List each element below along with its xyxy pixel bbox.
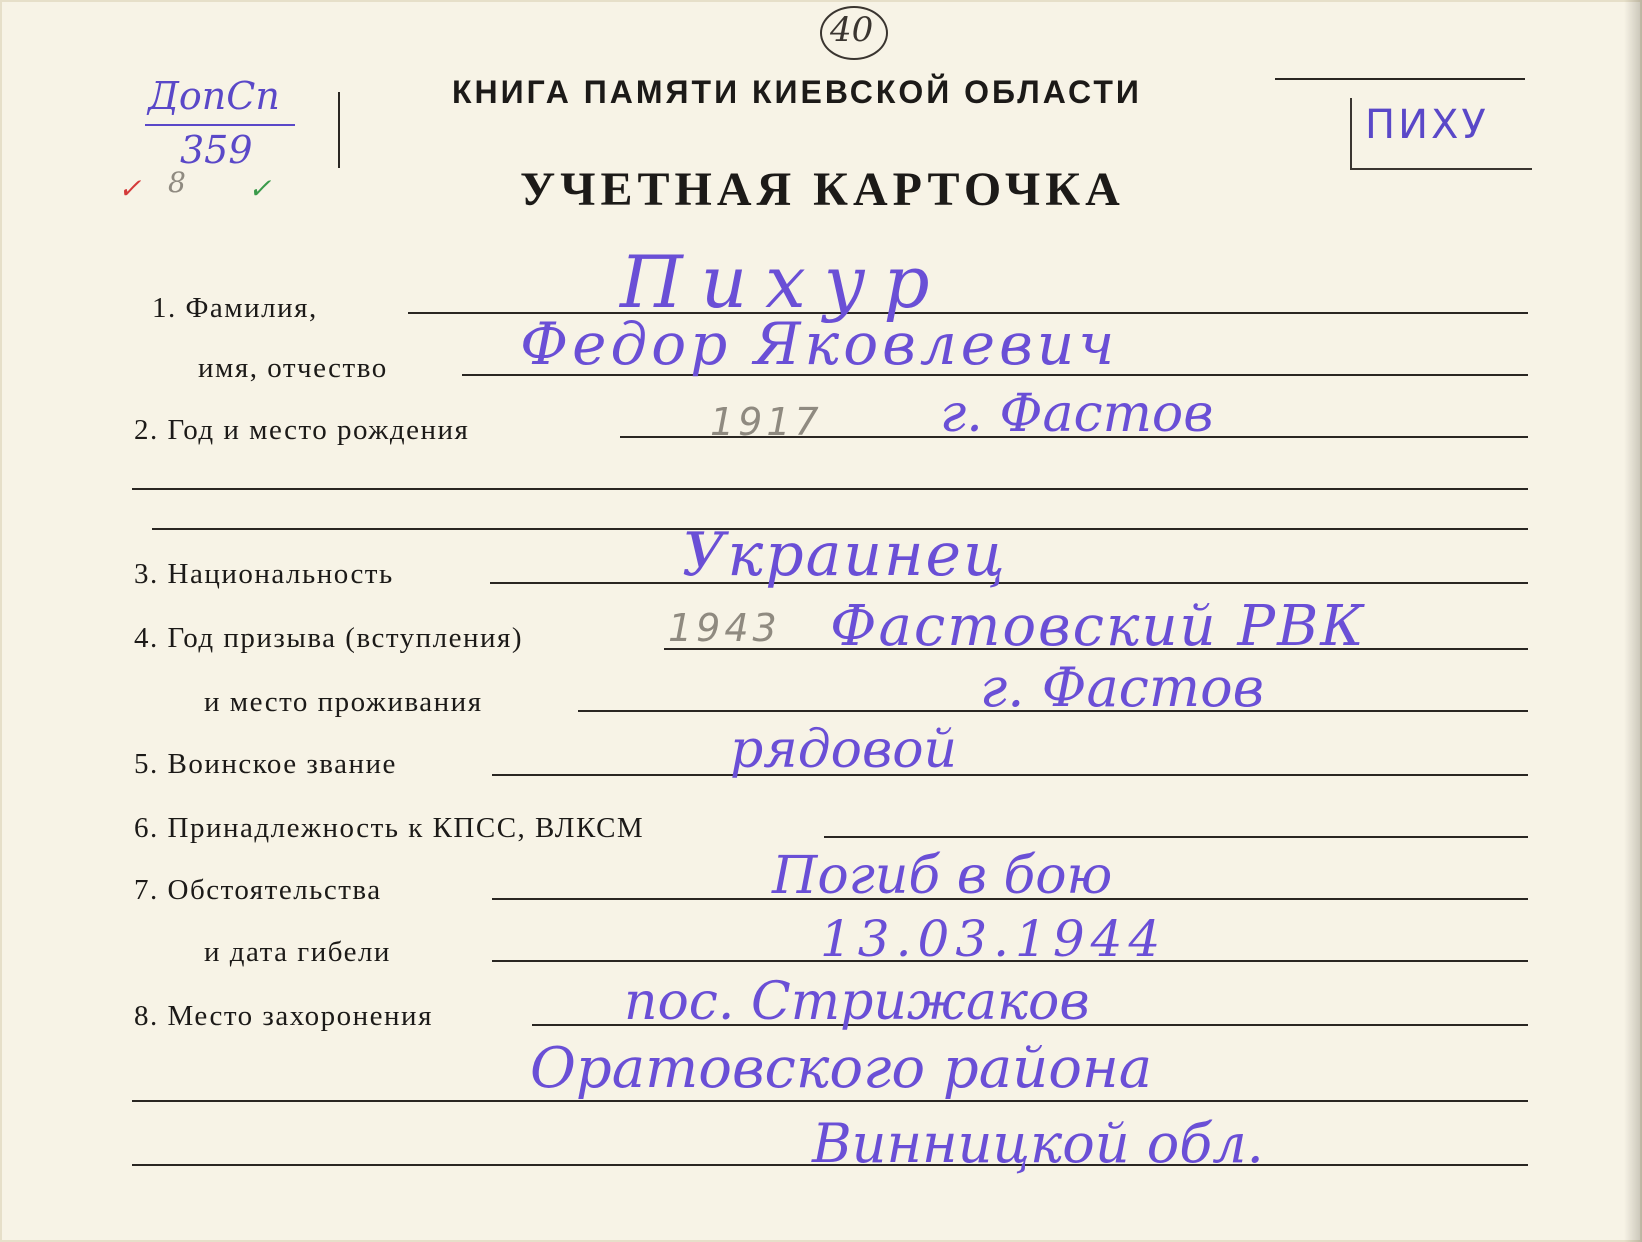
hand-name-patronymic: Федор Яковлевич — [520, 310, 1119, 378]
hand-draft-year: 1943 — [668, 606, 781, 650]
red-check-mark: ✓ — [118, 172, 142, 205]
hand-draft-office: Фастовский РВК — [830, 594, 1366, 659]
label-party: 6. Принадлежность к КПСС, ВЛКСМ — [134, 812, 645, 844]
hand-birth-year: 1917 — [710, 400, 823, 444]
label-birth: 2. Год и место рождения — [134, 414, 470, 446]
stamp-top-line — [1275, 78, 1525, 80]
label-death-date: и дата гибели — [204, 936, 391, 968]
pencil-mark: 8 — [168, 166, 186, 199]
label-circumstances: 7. Обстоятельства — [134, 874, 382, 906]
card-title: УЧЕТНАЯ КАРТОЧКА — [520, 163, 1125, 216]
archive-code-underline — [145, 124, 295, 126]
label-nationality: 3. Национальность — [134, 558, 394, 590]
surname-stamp: ПИХУ — [1365, 102, 1489, 148]
hand-surname: Пихур — [620, 240, 948, 324]
hand-birth-place: г. Фастов — [940, 384, 1214, 444]
line-party — [824, 836, 1528, 838]
line-rank — [492, 774, 1528, 776]
label-surname: 1. Фамилия, — [152, 292, 318, 324]
archive-number: 359 — [180, 128, 253, 172]
header-divider-left — [338, 92, 340, 168]
line-blank-1 — [132, 488, 1528, 490]
label-name-patronymic: имя, отчество — [198, 352, 388, 384]
card-edge-shadow — [1624, 0, 1642, 1242]
line-nationality — [490, 582, 1528, 584]
label-residence: и место проживания — [204, 686, 483, 718]
hand-circumstances: Погиб в бою — [772, 846, 1113, 906]
book-title: КНИГА ПАМЯТИ КИЕВСКОЙ ОБЛАСТИ — [452, 74, 1142, 110]
hand-burial-3: Винницкой обл. — [812, 1112, 1264, 1175]
hand-burial-1: пос. Стрижаков — [624, 972, 1090, 1032]
label-burial: 8. Место захоронения — [134, 1000, 433, 1032]
hand-residence: г. Фастов — [980, 656, 1265, 719]
page-number: 40 — [830, 10, 874, 50]
hand-rank: рядовой — [730, 720, 958, 780]
label-rank: 5. Воинское звание — [134, 748, 397, 780]
label-draft-year: 4. Год призыва (вступления) — [134, 622, 524, 654]
archive-code: ДопСп — [148, 74, 280, 118]
hand-nationality: Украинец — [682, 520, 1007, 590]
hand-burial-2: Оратовского района — [530, 1036, 1153, 1101]
green-check-mark: ✓ — [248, 172, 272, 205]
hand-death-date: 13.03.1944 — [820, 910, 1167, 968]
